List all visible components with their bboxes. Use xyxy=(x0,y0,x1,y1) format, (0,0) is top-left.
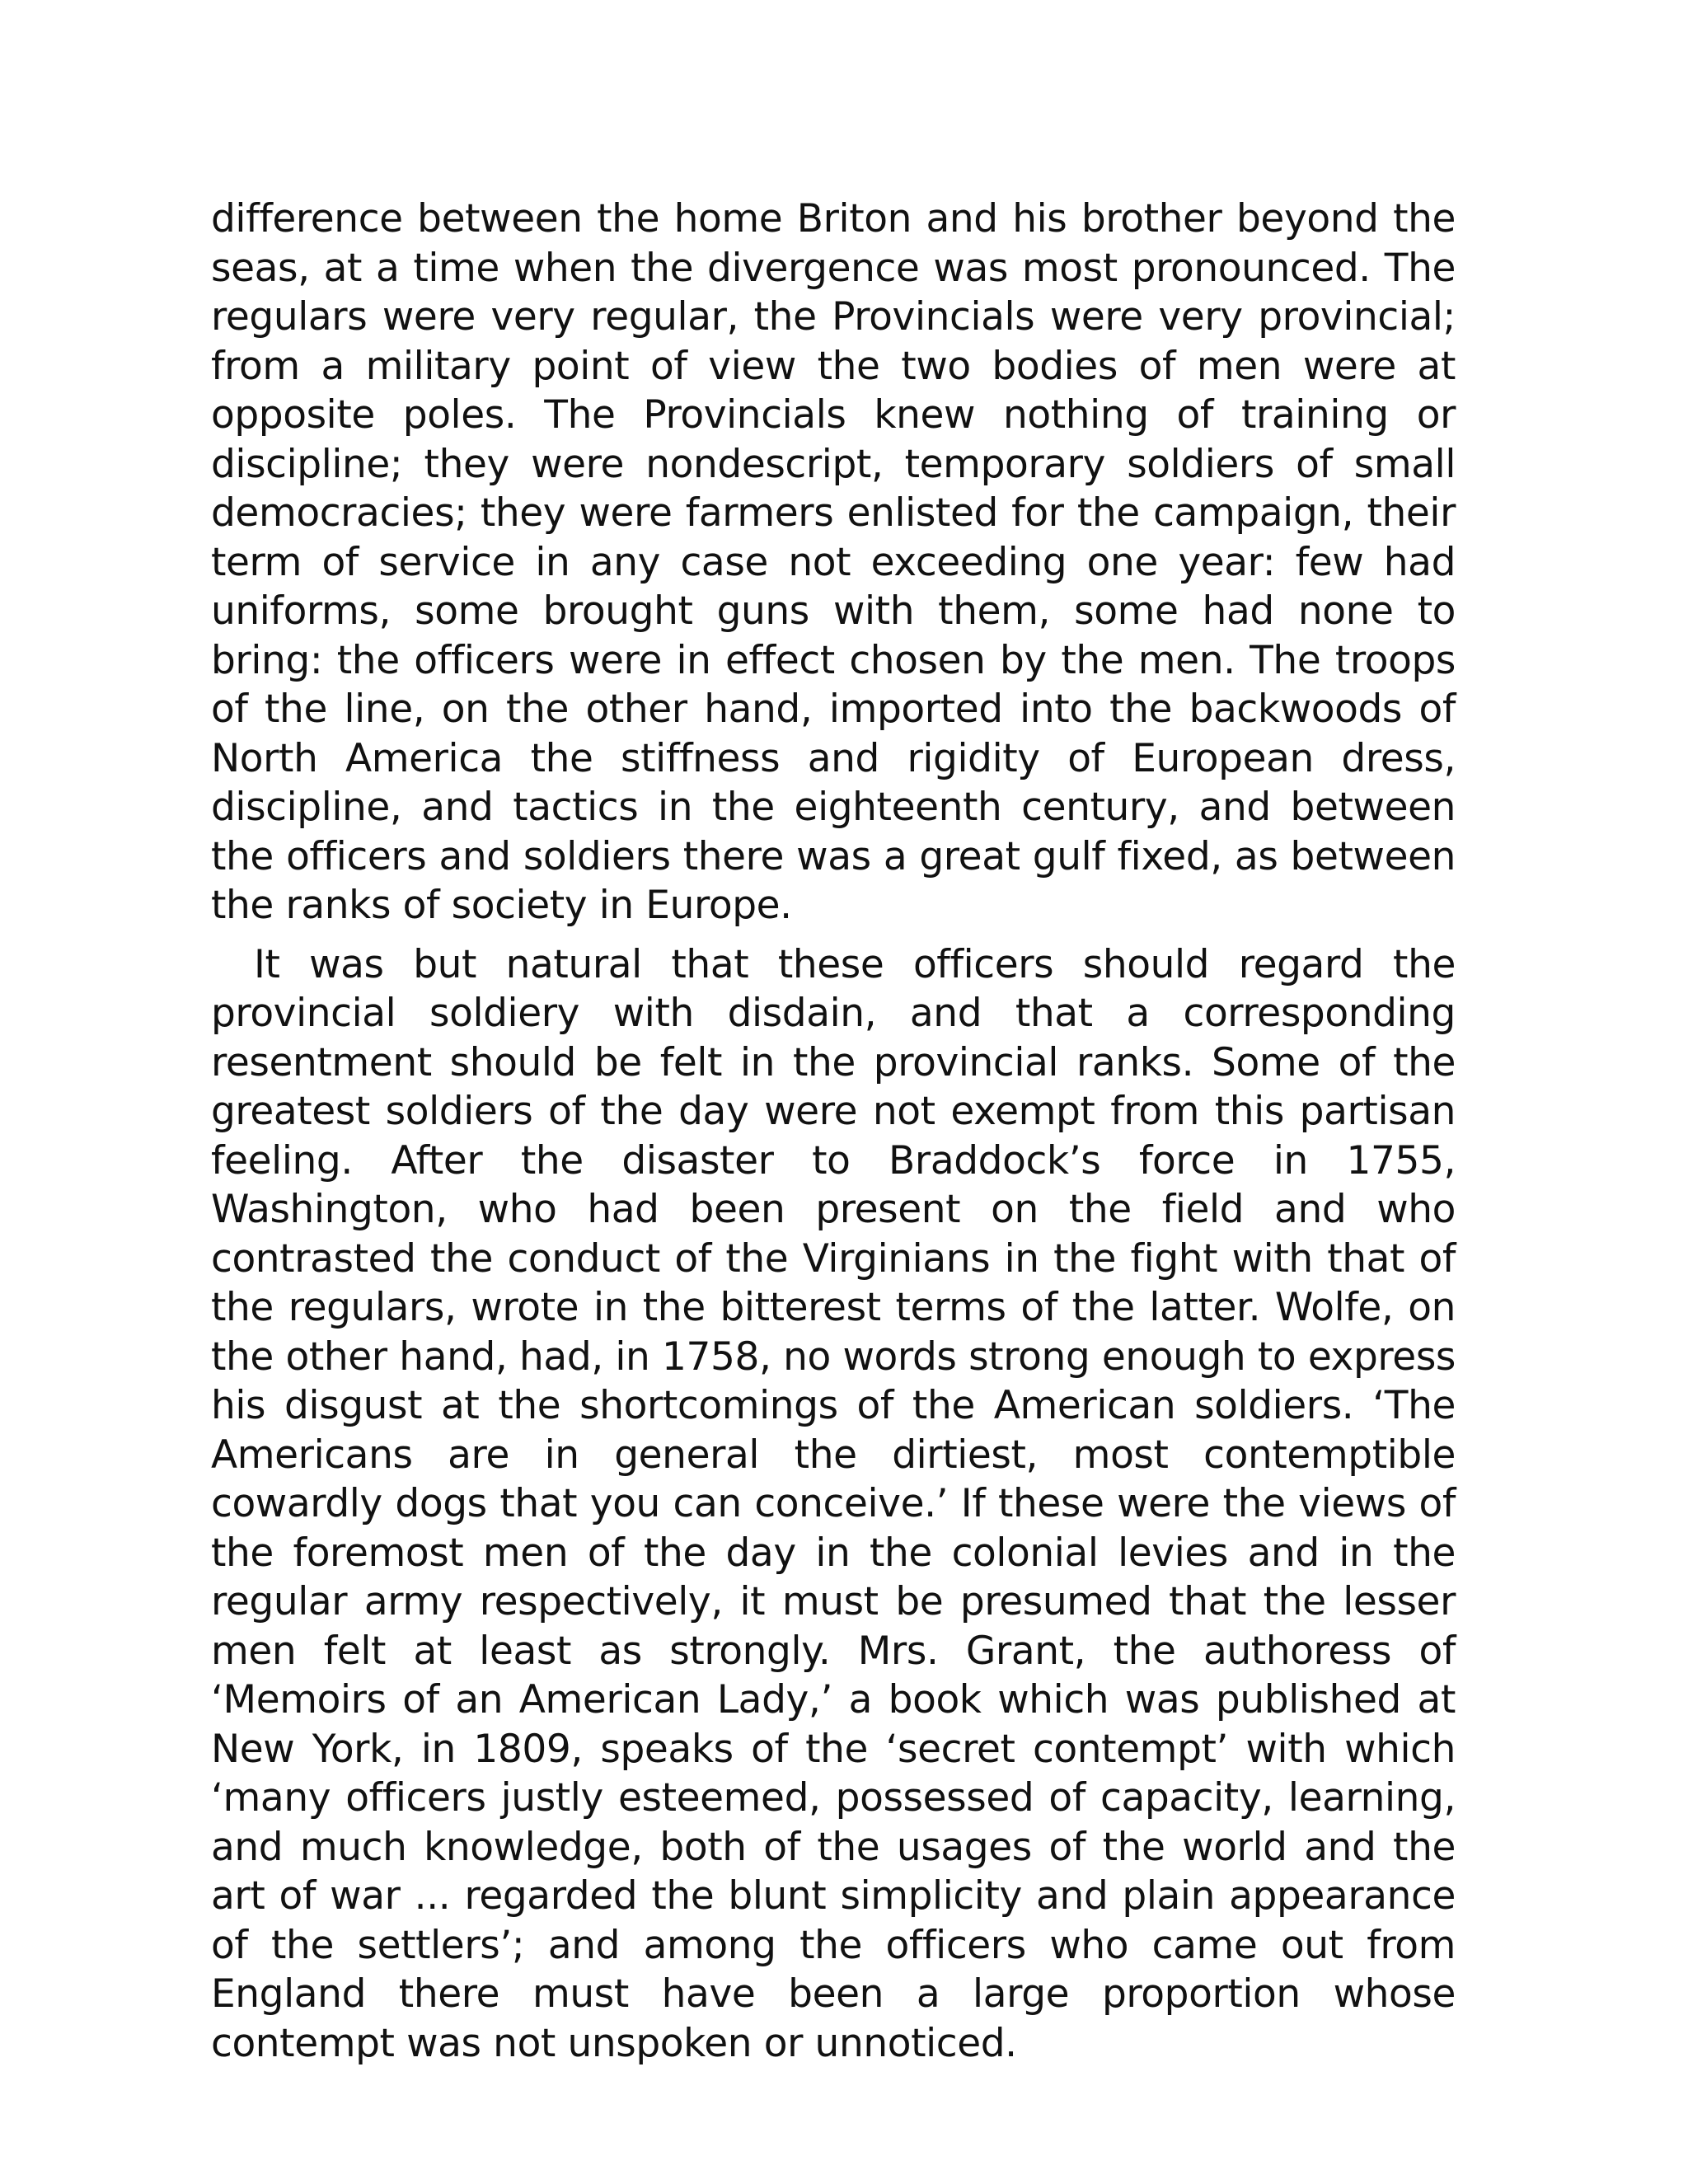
paragraph-1: difference between the home Briton and his brother beyond the seas, at a time when the divergence was most pronounced. The regulars were very regular, the Provincials were very provincial; from a military point of view the two bodies of men were at opposite poles. The Provincials knew nothing of training or discipline; they were nondescript, temporary soldiers of small democracies; they were farmers enlisted for the campaign, their term of service in any case not exceeding one year: few had uniforms, some brought guns with them, some had none to bring: the officers were in effect chosen by the men. The troops of the line, on the other hand, imported into the backwoods of North America the stiffness and rigidity of European dress, discipline, and tactics in the eighteenth century, and between the officers and soldiers there was a great gulf fixed, as between the ranks of society in Europe. xyxy=(211,196,1456,928)
paragraph-2: It was but natural that these officers should regard the provincial soldiery with disdain, and that a corresponding resentment should be felt in the provincial ranks. Some of the greatest soldiers of the day were not exempt from this partisan feeling. After the disaster to Braddock’s force in 1755, Washington, who had been present on the field and who contrasted the conduct of the Virginians in the fight with that of the regulars, wrote in the bitterest terms of the latter. Wolfe, on the other hand, had, in 1758, no words strong enough to express his disgust at the shortcomings of the American soldiers. ‘The Americans are in general the dirtiest, most contemptible cowardly dogs that you can conceive.’ If these were the views of the foremost men of the day in the colonial levies and in the regular army respectively, it must be presumed that the lesser men felt at least as strongly. Mrs. Grant, the authoress of ‘Memoirs of an American Lady,’ a book which was published at New York, in 1809, speaks of the ‘secret contempt’ with which ‘many officers justly esteemed, possessed of capacity, learning, and much knowledge, both of the usages of the world and the art of war ... regarded the blunt simplicity and plain appearance of the settlers’; and among the officers who came out from England there must have been a large proportion whose contempt was not unspoken or unnoticed. xyxy=(211,941,1456,2066)
page-body xyxy=(211,194,1456,2068)
